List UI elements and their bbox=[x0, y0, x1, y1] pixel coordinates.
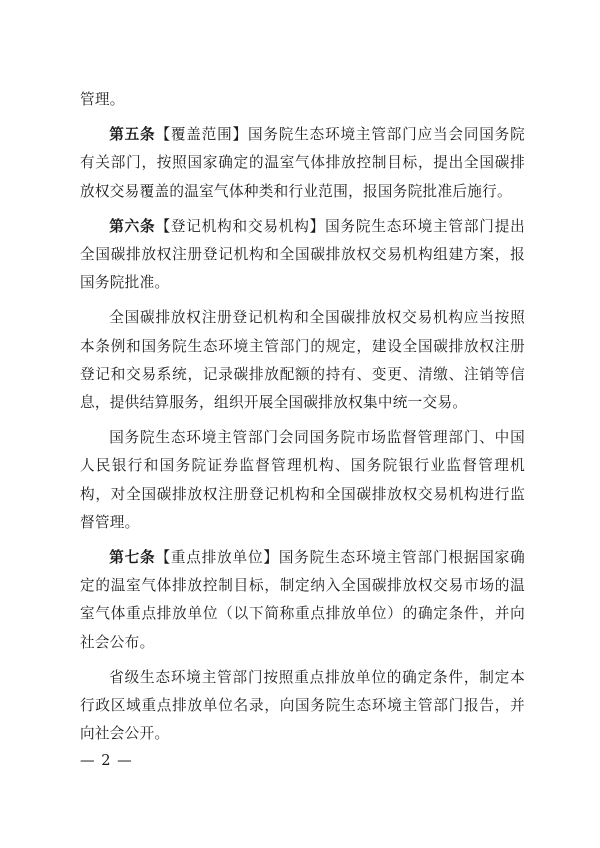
paragraph-text: 全国碳排放权注册登记机构和全国碳排放权交易机构应当按照本条例和国务院生态环境主管部门的规定，建设全国碳排放权注册登记和交易系统，记录碳排放配额的持有、变更、清缴、注销等信息，提供结算服务，组织开展全国碳排放权集中统一交易。 bbox=[80, 309, 525, 412]
article-7-paragraph-2 bbox=[80, 664, 525, 749]
paragraph-text: 国务院生态环境主管部门提出全国碳排放权注册登记机构和全国碳排放权交易机构组建方案，报国务院批准。 bbox=[80, 217, 526, 292]
page-number: — 2 — bbox=[80, 752, 133, 769]
paragraph-continuation bbox=[80, 86, 525, 114]
article-number: 第七条 bbox=[109, 549, 156, 567]
document-body bbox=[80, 86, 525, 755]
paragraph-text: 国务院生态环境主管部门应当会同国务院有关部门，按照国家确定的温室气体排放控制目标，提出全国碳排放权交易覆盖的温室气体种类和行业范围，报国务院批准后施行。 bbox=[80, 126, 525, 200]
article-7-paragraph bbox=[80, 544, 525, 657]
paragraph-text: 国务院生态环境主管部门会同国务院市场监督管理部门、中国人民银行和国务院证券监督管理机构、国务院银行业监督管理机构，对全国碳排放权注册登记机构和全国碳排放权交易机构进行监督管理。 bbox=[80, 429, 525, 531]
article-6-paragraph-3 bbox=[80, 424, 525, 537]
article-heading: 【重点排放单位】 bbox=[155, 549, 279, 567]
article-heading: 【登记机构和交易机构】 bbox=[155, 217, 326, 235]
article-6-paragraph bbox=[80, 213, 525, 298]
article-number: 第六条 bbox=[109, 217, 156, 235]
paragraph-text: 省级生态环境主管部门按照重点排放单位的确定条件，制定本行政区域重点排放单位名录，向国务院生态环境主管部门报告，并向社会公开。 bbox=[80, 668, 525, 743]
article-heading: 【覆盖范围】 bbox=[155, 126, 248, 144]
paragraph-text: 国务院生态环境主管部门根据国家确定的温室气体排放控制目标，制定纳入全国碳排放权交易市场的温室气体重点排放单位（以下简称重点排放单位）的确定条件，并向社会公布。 bbox=[80, 549, 525, 651]
paragraph-text: 管理。 bbox=[80, 91, 125, 108]
article-5-paragraph bbox=[80, 121, 525, 206]
article-number: 第五条 bbox=[109, 126, 156, 144]
article-6-paragraph-2 bbox=[80, 304, 525, 417]
